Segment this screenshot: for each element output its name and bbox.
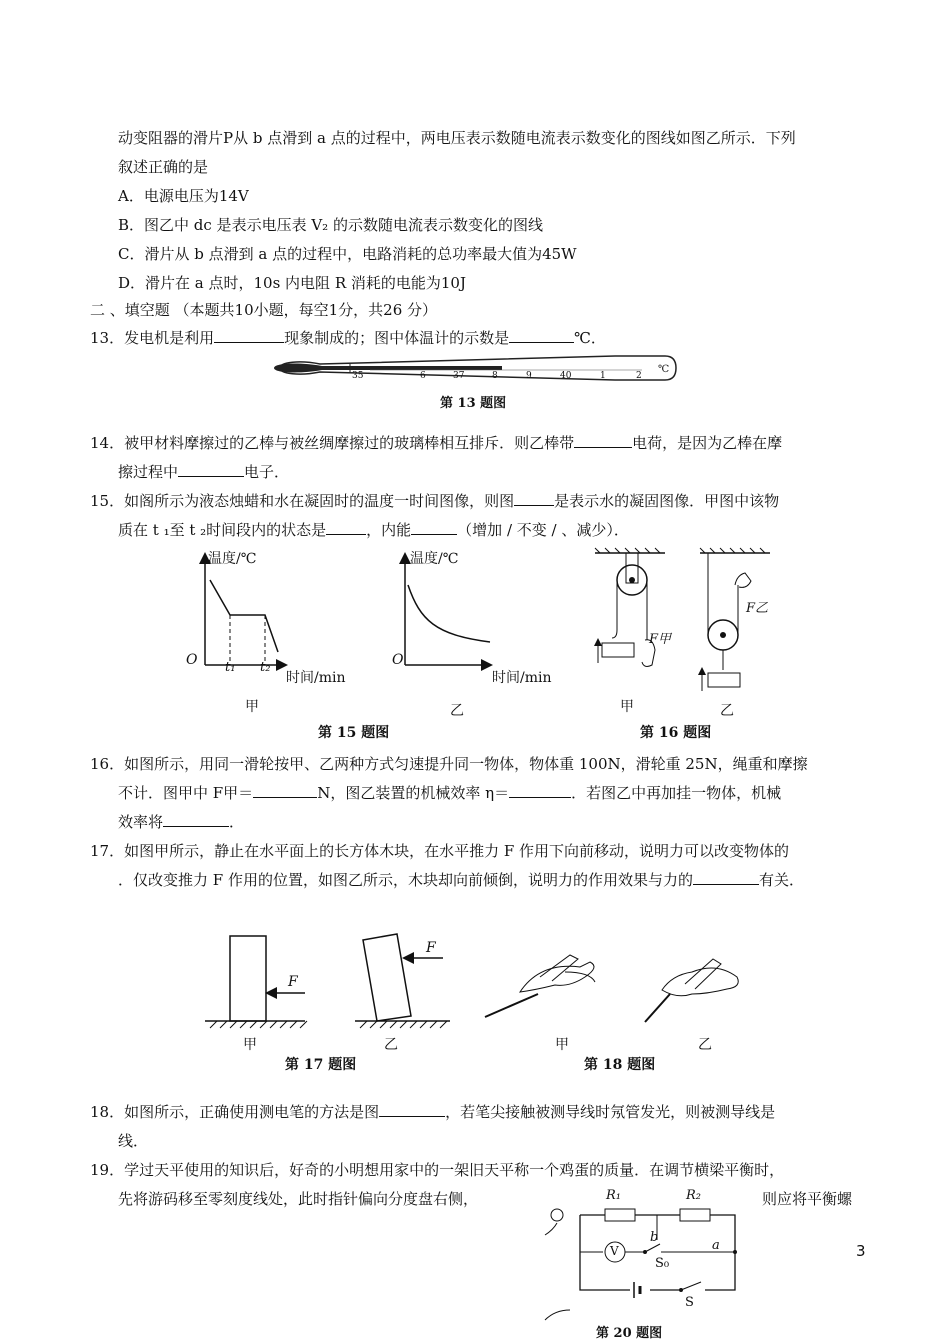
thermometer-figure [270, 352, 680, 384]
q16-caption: 第 16 题图 [640, 725, 712, 741]
q16-pulley-figure [590, 545, 780, 705]
q13-caption: 第 13 题图 [440, 396, 507, 411]
q17-label-yi: 乙 [384, 1037, 398, 1053]
q18-label-yi: 乙 [698, 1037, 712, 1053]
q20-voltmeter: V [610, 1244, 619, 1258]
q15-label-yi: 乙 [450, 703, 464, 719]
q18-label-jia: 甲 [555, 1037, 569, 1053]
q12-line2: 叙述正确的是 [118, 158, 209, 176]
q12-option-b: B．图乙中 dc 是表示电压表 V₂ 的示数随电流表示数变化的图线 [118, 216, 543, 234]
q15-yi-ylabel: 温度/℃ [410, 551, 459, 567]
tick-40: 40 [560, 371, 572, 381]
q17-force-yi: F [426, 940, 436, 956]
q18-caption: 第 18 题图 [584, 1057, 656, 1073]
q15-line2: 质在 t ₁至 t ₂时间段内的状态是 ，内能 （增加 / 不变 / 、减少）． [118, 521, 629, 539]
q15-label-jia: 甲 [245, 699, 259, 715]
q17-force-jia: F [288, 974, 298, 990]
tick-35: 35 [352, 371, 364, 381]
q16-f-jia: F甲 [649, 632, 672, 647]
tick-8: 8 [492, 371, 498, 381]
q20-r1: R₁ [606, 1188, 621, 1203]
tick-6: 6 [420, 371, 426, 381]
thermometer-unit: ℃ [658, 364, 670, 375]
tick-9: 9 [526, 371, 532, 381]
q20-r2: R₂ [686, 1188, 701, 1203]
page-number: 3 [856, 1242, 866, 1260]
q15-line1: 15．如阁所示为液态烛蜡和水在凝固时的温度一时间图像，则图 是表示水的凝固图像．甲图中该物 [90, 492, 780, 510]
q20-s: S [685, 1295, 694, 1310]
q12-option-a: A．电源电压为14V [118, 187, 249, 205]
q17-line2: ．仅改变推力 F 作用的位置，如图乙所示，木块却向前倾倒，说明力的作用效果与力的 有关． [118, 871, 804, 889]
q15-yi-origin: O [392, 652, 404, 668]
q13-text: 13．发电机是利用 现象制成的；图中体温计的示数是 ℃． [90, 329, 606, 347]
q12-line1: 动变阻器的滑片P从 b 点滑到 a 点的过程中，两电压表示数随电流表示数变化的图线如图乙所示．下列 [118, 129, 796, 147]
q20-circuit-figure [545, 1190, 755, 1330]
q16-line3: 效率将 ． [118, 813, 245, 831]
q15-jia-origin: O [186, 652, 198, 668]
q16-label-jia: 甲 [620, 699, 634, 715]
tick-37: 37 [453, 371, 465, 381]
q17-line1: 17．如图甲所示，静止在水平面上的长方体木块，在水平推力 F 作用下向前移动，说明力可以改变物体的 [90, 842, 790, 860]
q15-yi-xlabel: 时间/min [492, 670, 552, 686]
q16-f-yi: F乙 [746, 601, 769, 616]
q17-caption: 第 17 题图 [285, 1057, 357, 1073]
q15-graph-yi [380, 550, 560, 685]
tick-2: 2 [636, 371, 642, 381]
q18-line2: 线． [118, 1132, 149, 1150]
q12-option-c: C．滑片从 b 点滑到 a 点的过程中，电路消耗的总功率最大值为45W [118, 245, 577, 263]
q18-testpen-figure [480, 942, 750, 1027]
q14-line2: 擦过程中 电子． [118, 463, 290, 481]
q20-caption: 第 20 题图 [596, 1326, 663, 1341]
tick-1: 1 [600, 371, 606, 381]
q14-line1: 14．被甲材料摩擦过的乙棒与被丝绸摩擦过的玻璃棒相互排斥．则乙棒带 电荷，是因为乙棒在摩 [90, 434, 783, 452]
q20-b: b [650, 1230, 659, 1245]
q12-option-d: D．滑片在 a 点时，10s 内电阻 R 消耗的电能为10J [118, 274, 466, 292]
q15-jia-ylabel: 温度/℃ [208, 551, 257, 567]
q15-jia-xlabel: 时间/min [286, 670, 346, 686]
section2-title: 二 、填空题 （本题共10小题，每空1分，共26 分） [90, 301, 438, 319]
q15-caption: 第 15 题图 [318, 725, 390, 741]
q15-t1: t₁ [225, 660, 236, 675]
q20-a: a [712, 1238, 720, 1253]
q17-blocks-figure [205, 928, 455, 1028]
q19-line1: 19．学过天平使用的知识后，好奇的小明想用家中的一架旧天平称一个鸡蛋的质量．在调节横梁平衡时， [90, 1161, 785, 1179]
q16-label-yi: 乙 [720, 703, 734, 719]
q16-line2: 不计．图甲中 F甲＝ N，图乙装置的机械效率 η＝ ．若图乙中再加挂一物体，机械 [118, 784, 782, 802]
q19-line2b: 则应将平衡螺 [762, 1190, 853, 1208]
q19-line2a: 先将游码移至零刻度线处，此时指针偏向分度盘右侧， [118, 1190, 479, 1208]
q16-line1: 16．如图所示，用同一滑轮按甲、乙两种方式匀速提升同一物体，物体重 100N，滑轮重 25N，绳重和摩擦 [90, 755, 808, 773]
q20-s0: S₀ [655, 1256, 670, 1271]
q15-t2: t₂ [260, 660, 271, 675]
q18-line1: 18．如图所示，正确使用测电笔的方法是图 ，若笔尖接触被测导线时氖管发光，则被测导线是 [90, 1103, 776, 1121]
q17-label-jia: 甲 [243, 1037, 257, 1053]
